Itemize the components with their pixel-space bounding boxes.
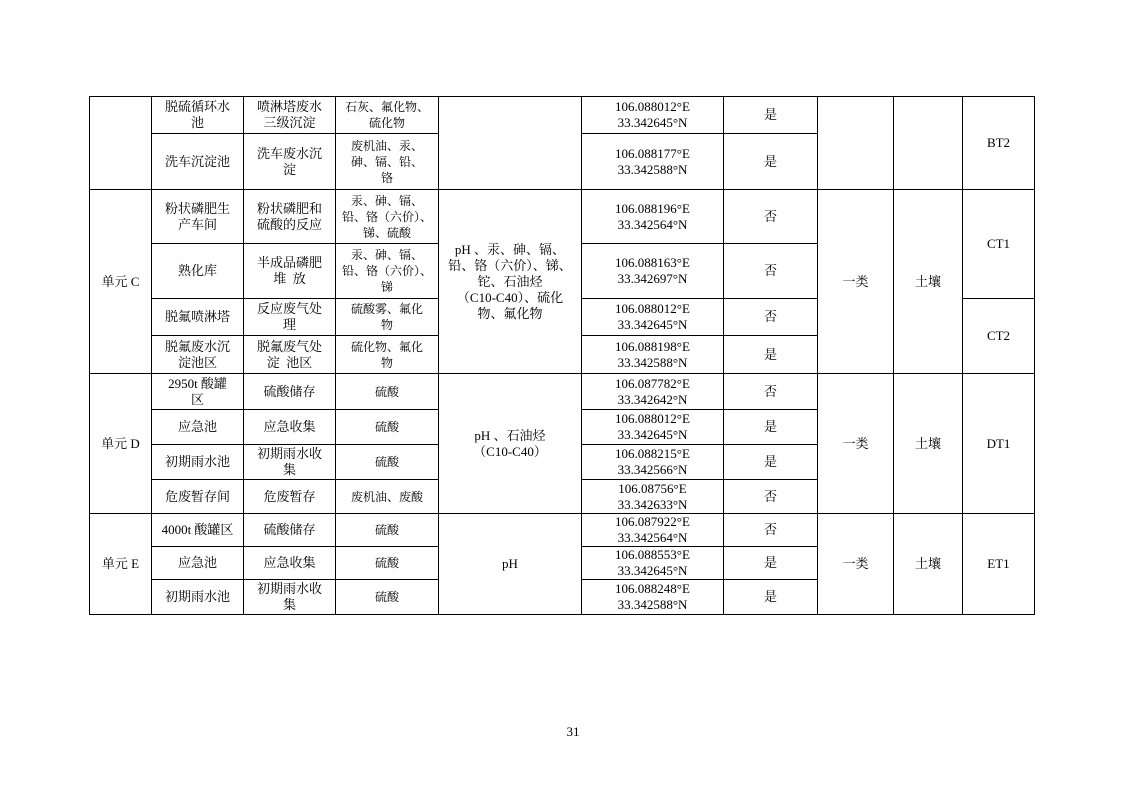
medium-cell [894, 97, 963, 190]
facility-cell: 硫酸储存 [244, 514, 336, 547]
latitude: 33.342645°N [617, 427, 688, 442]
flag-cell: 否 [724, 480, 818, 514]
flag-cell: 是 [724, 580, 818, 615]
flag-cell: 否 [724, 514, 818, 547]
area-cell: 脱氟喷淋塔 [152, 299, 244, 336]
pollutants-cell: 硫化物、氟化 物 [336, 336, 439, 374]
flag-cell: 是 [724, 410, 818, 445]
category-cell [818, 97, 894, 190]
longitude: 106.088196°E [615, 200, 690, 216]
coordinates-cell [582, 480, 724, 514]
coordinates-cell [582, 190, 724, 244]
area-cell: 脱硫循环水 池 [152, 97, 244, 134]
page-number: 31 [566, 724, 580, 739]
test-items-cell: pH [439, 514, 582, 615]
area-cell: 危废暂存间 [152, 480, 244, 514]
pollutants-cell: 硫酸 [336, 514, 439, 547]
area-cell: 初期雨水池 [152, 445, 244, 480]
flag-cell: 否 [724, 374, 818, 410]
unit-cell: 单元 C [90, 190, 152, 374]
pollutants-cell: 汞、砷、镉、 铅、铬（六价）、 锑、硫酸 [336, 190, 439, 244]
area-cell: 熟化库 [152, 244, 244, 299]
test-items-cell: pH 、石油烃 （C10-C40） [439, 374, 582, 514]
pollutants-cell: 汞、砷、镉、 铅、铬（六价）、 锑 [336, 244, 439, 299]
area-cell: 应急池 [152, 410, 244, 445]
coordinates-cell [582, 134, 724, 190]
longitude: 106.088012°E [615, 411, 690, 426]
facility-cell: 反应废气处 理 [244, 299, 336, 336]
facility-cell: 粉状磷肥和 硫酸的反应 [244, 190, 336, 244]
area-cell: 应急池 [152, 547, 244, 580]
facility-cell: 半成品磷肥 堆 放 [244, 244, 336, 299]
unit-cell: 单元 D [90, 374, 152, 514]
area-cell: 初期雨水池 [152, 580, 244, 615]
latitude: 33.342697°N [617, 271, 688, 286]
pollutants-cell: 硫酸 [336, 410, 439, 445]
flag-cell: 是 [724, 336, 818, 374]
longitude: 106.088198°E [615, 338, 690, 354]
latitude: 33.342642°N [617, 391, 688, 407]
latitude: 33.342564°N [617, 216, 688, 232]
unit-cell [90, 97, 152, 190]
coordinates-cell [582, 580, 724, 615]
point-id-cell: DT1 [963, 374, 1035, 514]
longitude: 106.088012°E [615, 99, 690, 114]
longitude: 106.087782°E [615, 375, 690, 391]
pollutants-cell: 硫酸 [336, 445, 439, 480]
longitude: 106.088553°E [615, 547, 690, 562]
latitude: 33.342645°N [617, 317, 688, 332]
latitude: 33.342633°N [617, 496, 688, 512]
pollutants-cell: 废机油、废酸 [336, 480, 439, 514]
latitude: 33.342588°N [617, 597, 688, 612]
medium-cell: 土壤 [894, 190, 963, 374]
latitude: 33.342564°N [617, 530, 688, 545]
table-row [90, 374, 1035, 410]
latitude: 33.342588°N [617, 161, 688, 177]
latitude: 33.342566°N [617, 462, 688, 477]
point-id-cell: CT1 [963, 190, 1035, 299]
longitude: 106.087922°E [615, 514, 690, 529]
pollutants-cell: 硫酸 [336, 374, 439, 410]
longitude: 106.088163°E [615, 255, 690, 270]
latitude: 33.342588°N [617, 354, 688, 370]
area-cell: 粉状磷肥生 产车间 [152, 190, 244, 244]
coordinates-cell [582, 445, 724, 480]
table-row [90, 190, 1035, 244]
flag-cell: 是 [724, 97, 818, 134]
coordinates-cell [582, 547, 724, 580]
pollutants-cell: 石灰、氟化物、 硫化物 [336, 97, 439, 134]
facility-cell: 喷淋塔废水 三级沉淀 [244, 97, 336, 134]
pollutants-cell: 硫酸 [336, 580, 439, 615]
facility-cell: 危废暂存 [244, 480, 336, 514]
monitoring-points-table [89, 96, 1035, 615]
latitude: 33.342645°N [617, 115, 688, 130]
flag-cell: 是 [724, 547, 818, 580]
coordinates-cell [582, 374, 724, 410]
category-cell: 一类 [818, 514, 894, 615]
category-cell: 一类 [818, 190, 894, 374]
coordinates-cell [582, 410, 724, 445]
coordinates-cell [582, 514, 724, 547]
area-cell: 4000t 酸罐区 [152, 514, 244, 547]
facility-cell: 初期雨水收 集 [244, 445, 336, 480]
facility-cell: 应急收集 [244, 547, 336, 580]
longitude: 106.088012°E [615, 301, 690, 316]
table-row [90, 514, 1035, 547]
flag-cell: 否 [724, 244, 818, 299]
longitude: 106.08756°E [618, 480, 687, 496]
unit-cell: 单元 E [90, 514, 152, 615]
facility-cell: 初期雨水收 集 [244, 580, 336, 615]
test-items-cell: pH 、汞、砷、镉、 铅、铬（六价）、锑、 铊、石油烃 （C10-C40）、硫化 物、氟化物 [439, 190, 582, 374]
facility-cell: 硫酸储存 [244, 374, 336, 410]
area-cell: 2950t 酸罐 区 [152, 374, 244, 410]
facility-cell: 脱氟废气处 淀 池区 [244, 336, 336, 374]
pollutants-cell: 硫酸 [336, 547, 439, 580]
flag-cell: 是 [724, 134, 818, 190]
flag-cell: 否 [724, 190, 818, 244]
coordinates-cell [582, 336, 724, 374]
area-cell: 洗车沉淀池 [152, 134, 244, 190]
test-items-cell [439, 97, 582, 190]
area-cell: 脱氟废水沉 淀池区 [152, 336, 244, 374]
facility-cell: 洗车废水沉 淀 [244, 134, 336, 190]
flag-cell: 否 [724, 299, 818, 336]
longitude: 106.088248°E [615, 581, 690, 596]
coordinates-cell [582, 299, 724, 336]
pollutants-cell: 硫酸雾、氟化 物 [336, 299, 439, 336]
longitude: 106.088215°E [615, 446, 690, 461]
table-row [90, 97, 1035, 134]
longitude: 106.088177°E [615, 145, 690, 161]
facility-cell: 应急收集 [244, 410, 336, 445]
medium-cell: 土壤 [894, 374, 963, 514]
flag-cell: 是 [724, 445, 818, 480]
point-id-cell: BT2 [963, 97, 1035, 190]
point-id-cell: ET1 [963, 514, 1035, 615]
pollutants-cell: 废机油、汞、 砷、镉、铅、 铬 [336, 134, 439, 190]
coordinates-cell [582, 97, 724, 134]
medium-cell: 土壤 [894, 514, 963, 615]
category-cell: 一类 [818, 374, 894, 514]
latitude: 33.342645°N [617, 563, 688, 578]
coordinates-cell [582, 244, 724, 299]
point-id-cell: CT2 [963, 299, 1035, 374]
